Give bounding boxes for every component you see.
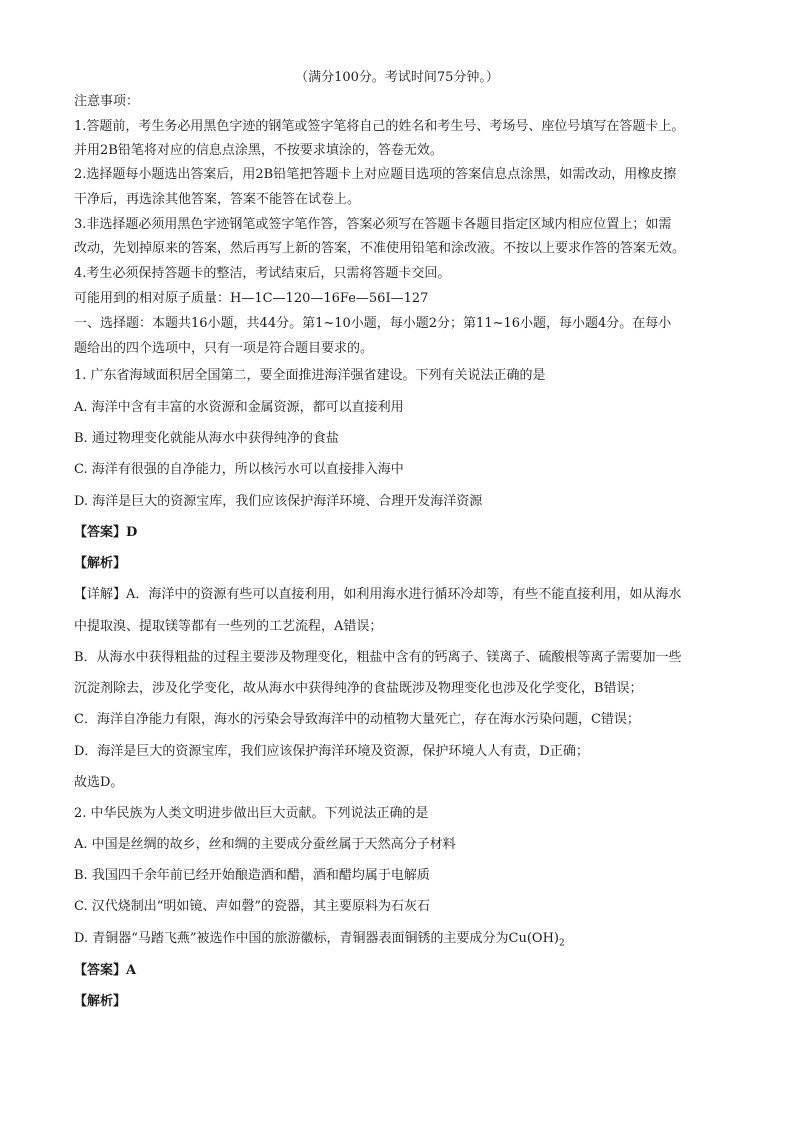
- question-option: B. 通过物理变化就能从海水中获得纯净的食盐: [74, 431, 339, 446]
- instructions-title: 注意事项：: [74, 94, 140, 109]
- instruction-line: 4.考生必须保持答题卡的整洁，考试结束后，只需将答题卡交回。: [74, 266, 451, 281]
- answer-label: 【答案】A: [74, 963, 137, 978]
- option-text: D. 青铜器“马踏飞燕”被选作中国的旅游徽标，青铜器表面铜锈的主要成分为Cu(OH): [74, 931, 559, 946]
- instruction-line: 3.非选择题必须用黑色字迹钢笔或签字笔作答，答案必须写在答题卡各题目指定区域内相应位置上；如需: [74, 217, 672, 232]
- instruction-line: 并用2B铅笔将对应的信息点涂黑，不按要求填涂的，答卷无效。: [74, 143, 443, 158]
- answer-label: 【答案】D: [74, 525, 138, 540]
- section-heading: 一、选择题：本题共16小题，共44分。第1~10小题，每小题2分；第11~16小题，每小题4分。在每小: [74, 316, 672, 331]
- instruction-line: 2.选择题每小题选出答案后，用2B铅笔把答题卡上对应题目选项的答案信息点涂黑，如需改动，用橡皮擦: [74, 167, 677, 182]
- analysis-line: 中提取溴、提取镁等都有一些列的工艺流程，A错误；: [74, 619, 383, 634]
- question-option: B. 我国四千余年前已经开始酿造酒和醋，酒和醋均属于电解质: [74, 868, 430, 883]
- analysis-line: C．海洋自净能力有限，海水的污染会导致海洋中的动植物大量死亡，存在海水污染问题，C错误；: [74, 712, 640, 727]
- question-stem: 1. 广东省海域面积居全国第二，要全面推进海洋强省建设。下列有关说法正确的是: [74, 368, 546, 383]
- analysis-label: 【解析】: [74, 994, 127, 1009]
- analysis-line: 故选D。: [74, 775, 124, 790]
- subscript: 2: [558, 938, 565, 949]
- question-option: A. 中国是丝绸的故乡，丝和绸的主要成分蚕丝属于天然高分子材料: [74, 837, 456, 852]
- instruction-line: 改动，先划掉原来的答案，然后再写上新的答案，不准使用铅笔和涂改液。不按以上要求作答的答案无效。: [74, 241, 686, 256]
- analysis-line: B．从海水中获得粗盐的过程主要涉及物理变化，粗盐中含有的钙离子、镁离子、硫酸根等离子需要加一些: [74, 650, 682, 665]
- question-option: A. 海洋中含有丰富的水资源和金属资源，都可以直接利用: [74, 400, 404, 415]
- question-option: [74, 927, 565, 949]
- instruction-line: 干净后，再选涂其他答案，答案不能答在试卷上。: [74, 192, 361, 207]
- question-option: C. 海洋有很强的自净能力，所以核污水可以直接排入海中: [74, 462, 404, 477]
- analysis-line: 【详解】A．海洋中的资源有些可以直接利用，如利用海水进行循环冷却等，有些不能直接利用，如从海水: [74, 587, 682, 602]
- atomic-masses: 可能用到的相对原子质量：H—1C—120—16Fe—56I—127: [74, 291, 429, 306]
- analysis-label: 【解析】: [74, 556, 127, 571]
- exam-header-note: （满分100分。考试时间75分钟。）: [295, 70, 499, 85]
- analysis-line: D．海洋是巨大的资源宝库，我们应该保护海洋环境及资源，保护环境人人有责，D正确；: [74, 744, 589, 759]
- analysis-line: 沉淀剂除去，涉及化学变化，故从海水中获得纯净的食盐既涉及物理变化也涉及化学变化，B错误；: [74, 681, 643, 696]
- section-heading: 题给出的四个选项中，只有一项是符合题目要求的。: [74, 341, 374, 356]
- instruction-line: 1.答题前，考生务必用黑色字迹的钢笔或签字笔将自己的姓名和考生号、考场号、座位号填写在答题卡上。: [74, 119, 685, 134]
- question-option: C. 汉代烧制出“明如镜、声如磬”的瓷器，其主要原料为石灰石: [74, 899, 431, 914]
- question-stem: 2. 中华民族为人类文明进步做出巨大贡献。下列说法正确的是: [74, 806, 429, 821]
- question-option: D. 海洋是巨大的资源宝库，我们应该保护海洋环境、合理开发海洋资源: [74, 494, 483, 509]
